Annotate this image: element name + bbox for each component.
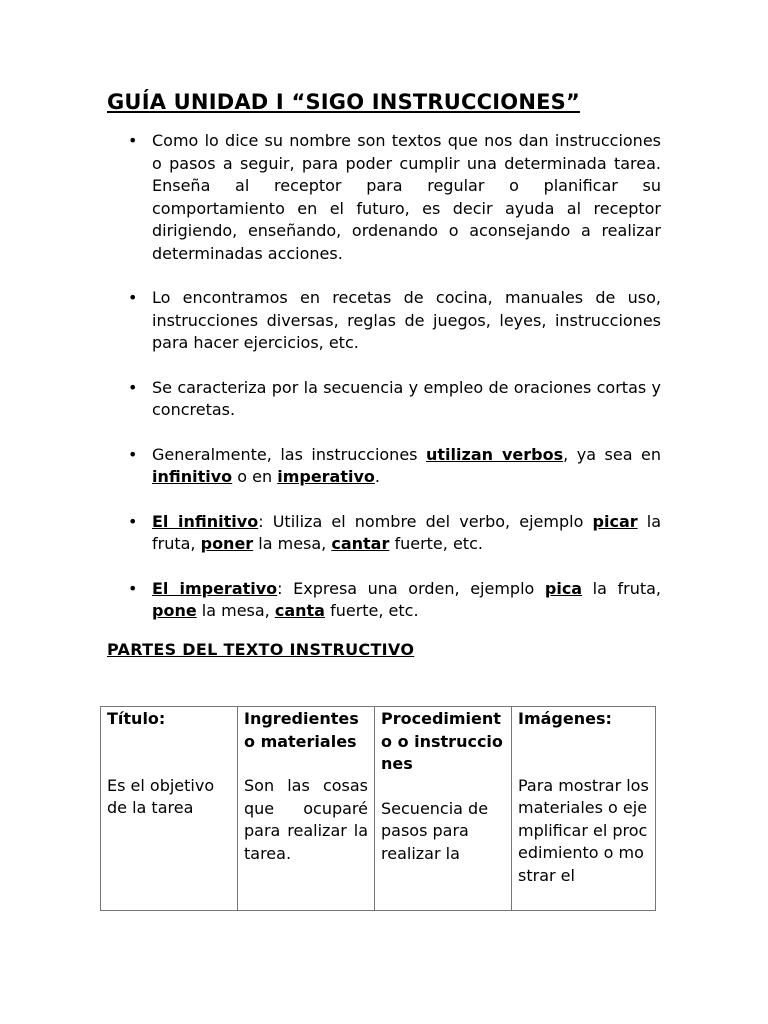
section-subtitle: PARTES DEL TEXTO INSTRUCTIVO	[107, 640, 415, 659]
infinitive-keyword-cantar: cantar	[331, 534, 390, 553]
verbs-text-4: .	[374, 467, 380, 486]
verbs-text-3: o en	[232, 467, 278, 486]
bullet-infinitive	[152, 511, 661, 556]
infinitive-keyword-picar: picar	[592, 511, 638, 531]
imperative-keyword-pone: pone	[152, 601, 197, 620]
cell-heading-ingredients: Ingredientes o materiales	[244, 709, 359, 751]
cell-heading-images: Imágenes:	[518, 709, 612, 728]
infinitive-text-1: : Utiliza el nombre del verbo, ejemplo	[258, 511, 593, 531]
imperative-text-2: la fruta,	[582, 578, 661, 598]
infinitive-text-4: fuerte, etc.	[389, 534, 483, 553]
table-row	[101, 707, 656, 911]
verbs-keyword-infinitivo: infinitivo	[152, 467, 233, 486]
infinitive-text-2: la fruta,	[152, 511, 662, 553]
verbs-text-1: Generalmente, las instrucciones	[152, 444, 427, 464]
document-title: GUÍA UNIDAD I “SIGO INSTRUCCIONES”	[107, 90, 580, 114]
bullet-definition: • Como lo dice su nombre son textos que nos dan instrucciones o pasos a seguir, para poder cumplir una determinada tarea. Enseña al receptor para regular o planificar su comportamiento en el futuro, es decir ayuda al receptor dirigiendo, enseñando, ordenando o aconsejando a realizar determinadas acciones.	[152, 130, 661, 265]
verbs-text-2: , ya sea en	[563, 444, 662, 464]
table-cell-procedure	[375, 707, 512, 911]
bullet-imperative	[152, 578, 661, 623]
imperative-keyword-heading: El imperativo	[152, 578, 278, 598]
bullet-list	[152, 130, 661, 645]
infinitive-keyword-heading: El infinitivo	[152, 511, 259, 531]
verbs-keyword-imperativo: imperativo	[277, 467, 375, 486]
bullet-characteristics: • Se caracteriza por la secuencia y empleo de oraciones cortas y concretas.	[152, 377, 661, 422]
cell-heading-title: Título:	[107, 709, 166, 728]
parts-table	[100, 706, 656, 911]
cell-text-images: Para mostrar los materiales o ejemplificar el procedimiento o mostrar el	[518, 775, 649, 885]
bullet-examples: • Lo encontramos en recetas de cocina, manuales de uso, instrucciones diversas, reglas de juegos, leyes, instrucciones para hacer ejercicios, etc.	[152, 287, 661, 355]
bullet-verbs	[152, 444, 661, 489]
table-cell-title	[101, 707, 238, 911]
imperative-keyword-pica: pica	[544, 578, 583, 598]
table-cell-images	[512, 707, 656, 911]
imperative-text-3: la mesa,	[196, 601, 275, 620]
cell-heading-procedure: Procedimiento o instrucciones	[381, 709, 503, 773]
imperative-keyword-canta: canta	[274, 601, 325, 620]
table-cell-ingredients	[238, 707, 375, 911]
cell-text-ingredients: Son las cosas que ocuparé para realizar la tarea.	[244, 776, 368, 863]
imperative-text-4: fuerte, etc.	[324, 601, 419, 620]
infinitive-keyword-poner: poner	[200, 534, 254, 553]
cell-text-title: Es el objetivo de la tarea	[107, 775, 215, 817]
imperative-text-1: : Expresa una orden, ejemplo	[277, 578, 545, 598]
verbs-keyword-utilizan-verbos: utilizan verbos	[426, 444, 564, 464]
infinitive-text-3: la mesa,	[253, 534, 332, 553]
cell-text-procedure: Secuencia de pasos para realizar la	[381, 798, 489, 863]
